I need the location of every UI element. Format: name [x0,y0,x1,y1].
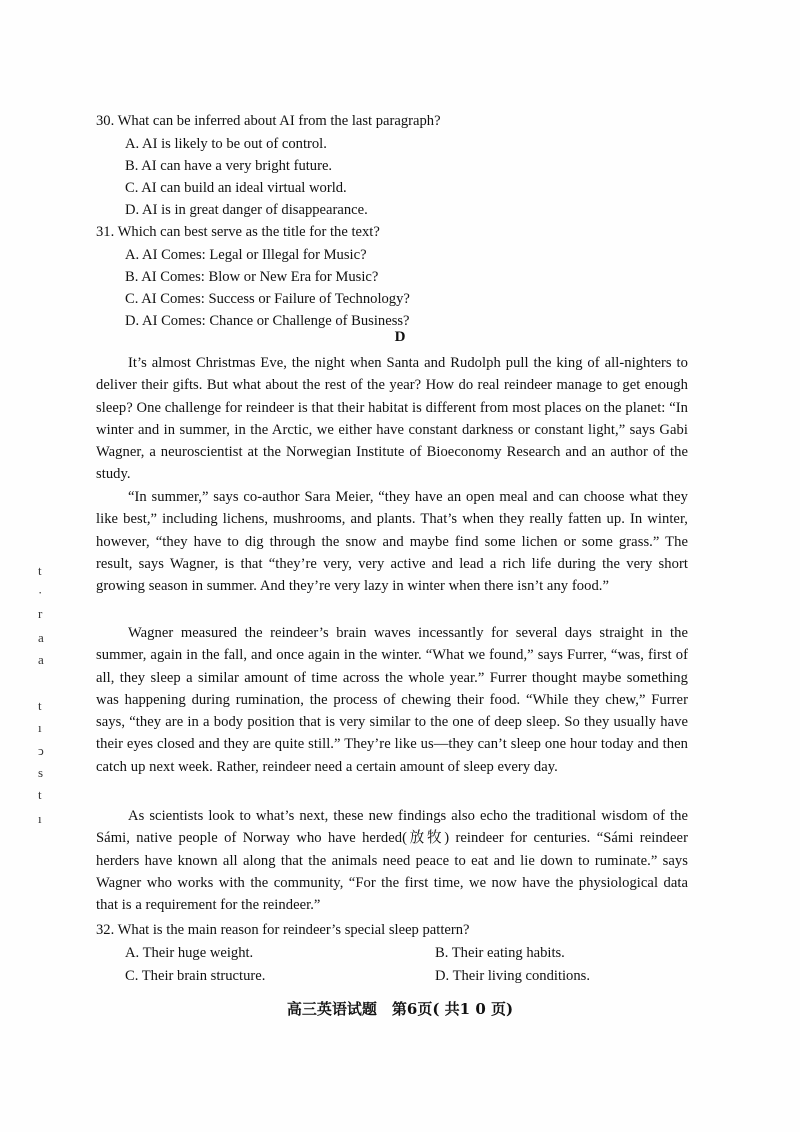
margin-mark: t [38,787,42,802]
margin-mark: ı [38,720,42,735]
passage-paragraph-1: It’s almost Christmas Eve, the night when Santa and Rudolph pull the king of all-nighters to deliver their gifts. But what about the rest of the year? How do real reindeer manage to get enough sleep? One challenge for reindeer is that their habitat is different from most places on the planet: “In winter and in summer, in the Arctic, we either have constant darkness or constant light,” says Gabi Wagner, a neuroscientist at the Norwegian Institute of Bioeconomy Research and an author of the study. [96,355,688,483]
q30-option-b: B. AI can have a very bright future. [125,158,333,174]
margin-mark: · [38,585,43,600]
passage-paragraph-2: “In summer,” says co-author Sara Meier, “they have an open meal and can choose what they like best,” including lichens, mushrooms, and plants. That’s when they really fatten up. In winter, however, “they have to dig through the snow and maybe find some lichen or some grass.” The result, says Wagner, is that “they’re very, very active and lead a rich life during the very short growing season in summer. And they’re very lazy in winter when there isn’t any food.” [96,489,688,595]
passage-paragraph-4: As scientists look to what’s next, these new findings also echo the traditional wisdom of the Sámi, native people of Norway who have herded(放牧) reindeer for centuries. “Sámi reindeer herders have known all along that the animals need peace to eat and lie down to ruminate.” says Wagner who works with the community, “For the first time, we now have the physiological data that is a requirement for the reindeer.” [96,808,688,914]
page-footer: 高三英语试题 第6页( 共1 0 页) [286,1000,514,1018]
passage-paragraph-3: Wagner measured the reindeer’s brain waves incessantly for several days straight in the summer, again in the fall, and once again in the winter. “What we found,” says Furrer, “was, first of all, they sleep a similar amount of time across the whole year.” Furrer thought maybe something was happening during rumination, the process of chewing their food. “While they chew,” Furrer says, “they are in a body position that is very similar to the one of deep sleep. So they usually have their eyes closed and they are quite still.” They’re like us—they can’t sleep one hour today and then catch up next week. Rather, reindeer need a certain amount of sleep every day. [96,625,688,775]
section-label: D [394,329,406,345]
q32-stem: 32. What is the main reason for reindeer’s special sleep pattern? [96,922,470,938]
q30-stem: 30. What can be inferred about AI from the last paragraph? [96,113,441,129]
q31-option-d: D. AI Comes: Chance or Challenge of Business? [125,313,410,329]
margin-mark: t [38,698,42,713]
margin-mark: t [38,563,42,578]
q32-option-c: C. Their brain structure. [125,968,266,984]
margin-mark: a [38,630,44,645]
q30-option-d: D. AI is in great danger of disappearance. [125,202,368,218]
margin-mark: a [38,652,44,667]
q32-option-d: D. Their living conditions. [435,968,590,984]
q30-option-a: A. AI is likely to be out of control. [125,136,327,152]
q31-stem: 31. Which can best serve as the title for the text? [96,224,380,240]
margin-mark: r [38,606,43,621]
margin-mark: ı [38,811,42,826]
margin-mark: s [38,765,44,780]
q31-option-c: C. AI Comes: Success or Failure of Technology? [125,291,410,307]
q31-option-b: B. AI Comes: Blow or New Era for Music? [125,269,379,285]
q32-option-b: B. Their eating habits. [435,945,565,961]
q30-option-c: C. AI can build an ideal virtual world. [125,180,347,196]
q31-option-a: A. AI Comes: Legal or Illegal for Music? [125,247,367,263]
margin-mark: ↄ [38,743,44,758]
q32-option-a: A. Their huge weight. [125,945,254,961]
